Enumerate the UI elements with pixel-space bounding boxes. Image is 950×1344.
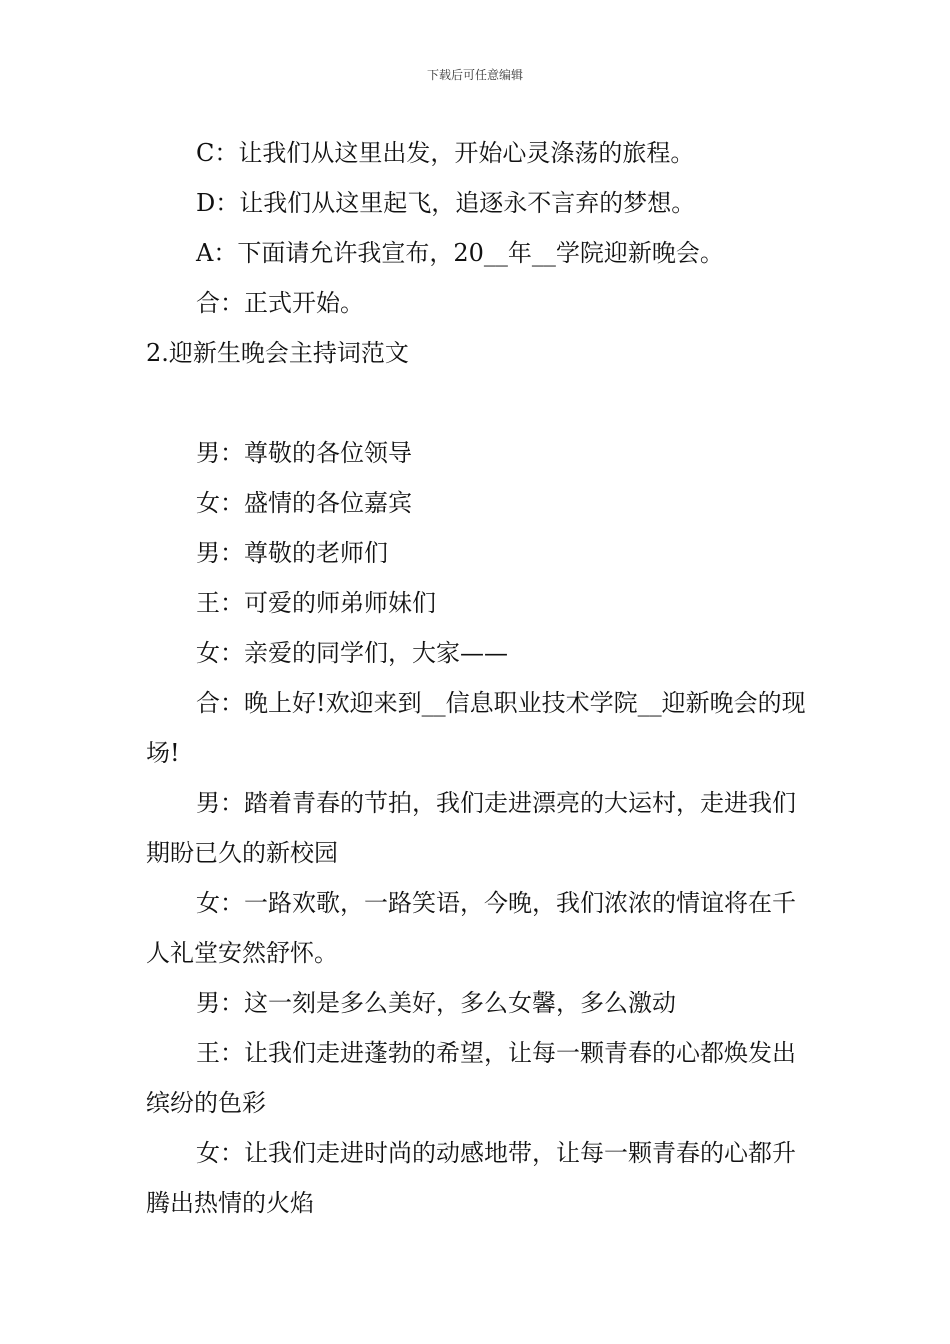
paragraph: 合：晚上好!欢迎来到__信息职业技术学院__迎新晚会的现场!	[146, 689, 806, 767]
page-header: 下载后可任意编辑	[426, 68, 523, 82]
blank-line	[146, 378, 810, 428]
document-body	[146, 128, 810, 1228]
paragraph: 男：踏着青春的节拍，我们走进漂亮的大运村，走进我们期盼已久的新校园	[146, 789, 796, 867]
paragraph: 男：尊敬的各位领导	[196, 439, 412, 467]
paragraph: C：让我们从这里出发，开始心灵涤荡的旅程。	[196, 139, 695, 167]
paragraph: 男：这一刻是多么美好，多么女馨，多么激动	[196, 989, 676, 1017]
section-heading: 2.迎新生晚会主持词范文	[146, 339, 409, 367]
paragraph: 男：尊敬的老师们	[196, 539, 388, 567]
paragraph: 合：正式开始。	[196, 289, 364, 317]
paragraph: 女：亲爱的同学们，大家——	[196, 639, 508, 667]
paragraph: 女：一路欢歌，一路笑语，今晚，我们浓浓的情谊将在千人礼堂安然舒怀。	[146, 889, 796, 967]
paragraph: 女：让我们走进时尚的动感地带，让每一颗青春的心都升腾出热情的火焰	[146, 1139, 796, 1217]
paragraph: 女：盛情的各位嘉宾	[196, 489, 412, 517]
paragraph: A：下面请允许我宣布，20__年__学院迎新晚会。	[196, 239, 724, 267]
paragraph: 王：可爱的师弟师妹们	[196, 589, 436, 617]
paragraph: 王：让我们走进蓬勃的希望，让每一颗青春的心都焕发出缤纷的色彩	[146, 1039, 796, 1117]
paragraph: D：让我们从这里起飞，追逐永不言弃的梦想。	[196, 189, 696, 217]
